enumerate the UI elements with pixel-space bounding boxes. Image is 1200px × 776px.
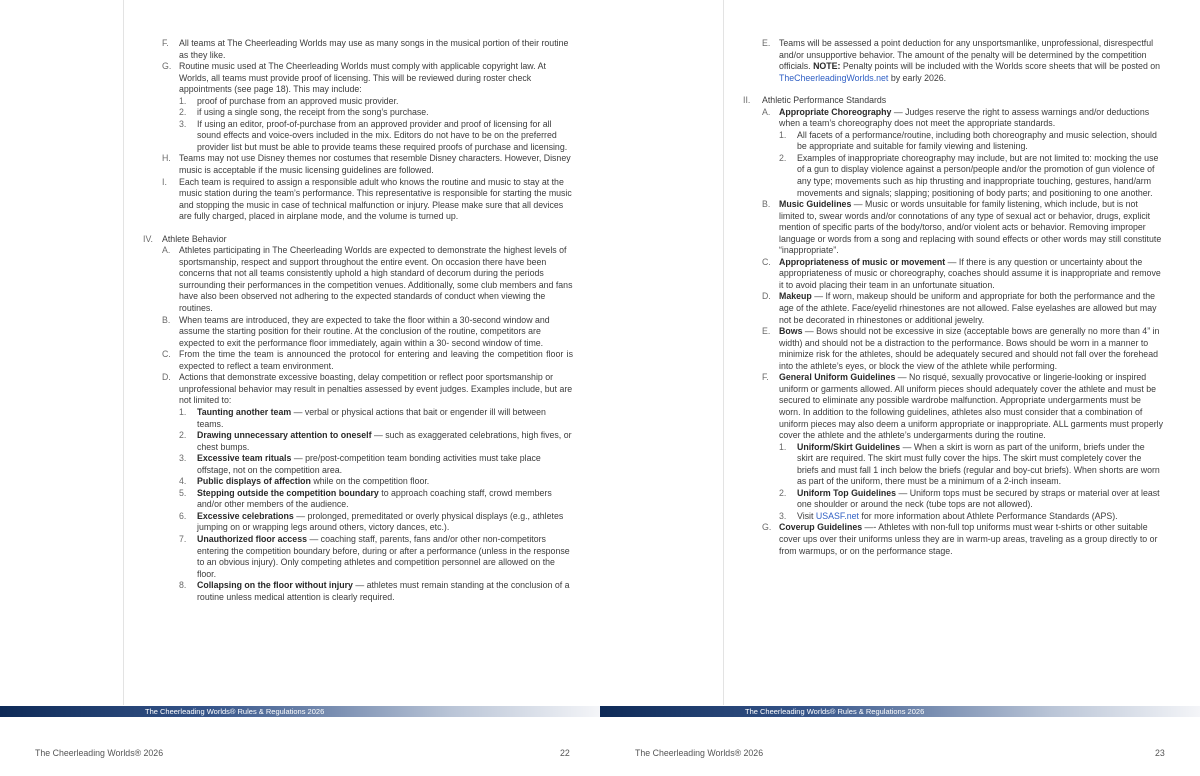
list-item: 6. Excessive celebrations — prolonged, premeditated or overly physical displays (e.g., athletes jumping on or wrapping legs around others, victory dances, etc.). xyxy=(179,510,564,533)
list-item: 2. Uniform Top Guidelines — Uniform tops must be secured by straps or material over at least one shoulder or around the neck (tube tops are not allowed). xyxy=(779,487,1160,510)
page-23-content xyxy=(743,38,1163,557)
worlds-website-link[interactable]: TheCheerleadingWorlds.net xyxy=(779,72,889,83)
list-item: 2. Drawing unnecessary attention to oneself — such as exaggerated celebrations, high fives, or chest bumps. xyxy=(179,430,572,452)
list-item: H. Teams may not use Disney themes nor costumes that resemble Disney characters. However, Disney music is acceptable if the music licensing guidelines are followed. xyxy=(162,153,571,176)
list-item: 4. Public displays of affection while on the competition floor. xyxy=(179,476,430,487)
list-item: D. Actions that demonstrate excessive boasting, delay competition or reflect poor sportsmanship or unprofessional behavior may result in penalties assessed by event judges. Examples include, but are not limited to: xyxy=(162,372,573,406)
list-item: 1. proof of purchase from an approved music provider. xyxy=(179,95,399,106)
page-23 xyxy=(600,0,1200,776)
page-divider-line xyxy=(723,0,724,705)
list-item: A. Appropriate Choreography — Judges reserve the right to assess warnings and/or deductions when a team’s choreography does not meet the appropriate standards. xyxy=(762,106,1150,129)
page-divider-line xyxy=(123,0,124,705)
list-item: 3. Visit USASF.net for more information about Athlete Performance Standards (APS). xyxy=(779,510,1118,521)
list-item: I. Each team is required to assign a responsible adult who knows the routine and music to stay at the music station during the team’s performance. This representative is responsible for starting the music and stopping the music in case of technical malfunction or injury. Please make sure that all devices are fully charged, placed in airplane mode, and the volume is turned up. xyxy=(162,176,572,222)
page-22-content xyxy=(143,38,573,603)
list-item: B. Music Guidelines — Music or words unsuitable for family listening, which include, but is not limited to, swear words and/or connotations of any type of sexual act or behavior, drugs, explicit mention of specific parts of the body/torso, and/or violent acts or behavior. Removing improper language or words from a song and replacing with sound effects or other words may still constitute “inappropriate”. xyxy=(762,199,1162,256)
list-item: 3. If using an editor, proof-of-purchase from an approved provider and proof of licensing for all sound effects and voice-overs included in the mix. Editors do not have to be on the preferred provider list but must be able to provide teams these required proofs of purchase and licensing. xyxy=(179,118,568,152)
running-header-text: The Cheerleading Worlds® Rules & Regulations 2026 xyxy=(145,707,325,716)
list-item: C. Appropriateness of music or movement — If there is any question or uncertainty about the appropriateness of music or choreography, coaches should assume it is inappropriate and remove it to avoid placing their team in an unfortunate situation. xyxy=(762,256,1161,290)
list-item: G. Coverup Guidelines —- Athletes with non-full top uniforms must wear t-shirts or other suitable cover ups over their uniforms unless they are in warm-up areas, traveling as a group directly to or from warmups, or on the performance stage. xyxy=(762,522,1158,556)
list-item: C. From the time the team is announced the protocol for entering and leaving the competition floor is expected to reflect a team environment. xyxy=(162,349,573,371)
list-item: F. General Uniform Guidelines — No risqué, sexually provocative or lingerie-looking or inspired uniform or garments allowed. All uniform pieces should adequately cover the athlete and must be secured to eliminate any possible wardrobe malfunction. Appropriate undergarments must be worn. In addition to the following guidelines, athletes also must consider that a combination of uniform pieces may also deem a uniform appropriate or inappropriate. ALL garments must properly cover the athlete and the athlete’s undergarments during the routine. xyxy=(762,372,1163,441)
list-item: E. Bows — Bows should not be excessive in size (acceptable bows are generally no more than 4” in width) and should not be a distraction to the performance. Bows should be worn in a manner to minimize risk for the athletes, should be adequately secured and should not fall over the forehead into the athlete’s eyes, or block the view of the athlete while performing. xyxy=(762,326,1160,371)
list-item: 1. All facets of a performance/routine, including both choreography and music selection, should be appropriate and suitable for family viewing and listening. xyxy=(779,129,1157,152)
list-item: 1. Uniform/Skirt Guidelines — When a skirt is worn as part of the uniform, briefs under the skirt are required. The skirt must fully cover the hips. The skirt must completely cover the briefs and must fall 1 inch below the briefs (regular and boy-cut briefs). When shorts are worn as part of the uniform, there must be a minimum of a 2-inch inseam. xyxy=(779,441,1160,487)
list-item: 3. Excessive team rituals — pre/post-competition team bonding activities must take place offstage, not on the competition area. xyxy=(179,453,541,475)
section-heading: II. Athletic Performance Standards xyxy=(743,95,887,106)
footer-title: The Cheerleading Worlds® 2026 xyxy=(635,748,764,758)
list-item: 7. Unauthorized floor access — coaching staff, parents, fans and/or other non-competitors entering the competition boundary before, during or after a performance (unless in the response to an obvious injury). Only competing athletes and competition personnel are allowed on the floor. xyxy=(179,533,570,579)
list-item: 5. Stepping outside the competition boundary to approach coaching staff, crowd members and/or other members of the audience. xyxy=(179,487,552,510)
list-item: 8. Collapsing on the floor without injury — athletes must remain standing at the conclusion of a routine unless medical attention is clearly required. xyxy=(179,580,570,602)
running-header-band xyxy=(600,706,1200,717)
list-item: F. All teams at The Cheerleading Worlds may use as many songs in the musical portion of their routine as they like. xyxy=(162,38,569,60)
list-item: 2. Examples of inappropriate choreography may include, but are not limited to: mocking the use of a gun to display violence against a person/people and/or the promotion of gun violence of any type; movements such as hip thrusting and inappropriate touching, gestures, hand/arm movements and signals; slapping; positioning of body parts; and positioning to one another. xyxy=(779,152,1159,198)
page-number: 23 xyxy=(1155,748,1165,758)
usasf-link[interactable]: USASF.net xyxy=(815,510,859,521)
running-header-band xyxy=(0,706,600,717)
list-item: G. Routine music used at The Cheerleading Worlds must comply with applicable copyright law. At Worlds, all teams must provide proof of licensing. This will be reviewed during roster check appointments (see page 18). This may include: xyxy=(162,61,546,95)
list-item: A. Athletes participating in The Cheerleading Worlds are expected to demonstrate the highest levels of sportsmanship, respect and support throughout the entire event. On occasion there have been concerns that not all teams consistently uphold a high standard of decorum during the periods surrounding their performances in the competition venues. Additionally, some club members and fans have also been observed not adhering to the expected standards of conduct when viewing the routines. xyxy=(162,245,573,314)
footer-title: The Cheerleading Worlds® 2026 xyxy=(35,748,164,758)
list-item: D. Makeup — If worn, makeup should be uniform and appropriate for both the performance and the age of the athlete. Face/eyelid rhinestones are not allowed. False eyelashes are allowed but may not be decorated in rhinestones or additional jewelry. xyxy=(762,291,1157,325)
list-item: 1. Taunting another team — verbal or physical actions that bait or engender ill will between teams. xyxy=(179,406,546,429)
list-item: B. When teams are introduced, they are expected to take the floor within a 30-second window and assume the starting position for their routine. At the conclusion of the routine, competitors are expected to exit the performance floor immediately, again within a 30- second window of time. xyxy=(162,314,550,348)
running-header-text: The Cheerleading Worlds® Rules & Regulations 2026 xyxy=(745,707,925,716)
list-item: E. Teams will be assessed a point deduction for any unsportsmanlike, unprofessional, disrespectful and/or unsupportive behavior. The amount of the penalty will be determined by the competition officials. NOTE: Penalty points will be included with the Worlds score sheets that will be posted on TheCheerleadingWorlds.net by early 2026. xyxy=(762,38,1161,83)
page-number: 22 xyxy=(560,748,570,758)
section-heading: IV. Athlete Behavior xyxy=(143,233,227,244)
list-item: 2. if using a single song, the receipt from the song’s purchase. xyxy=(179,107,429,118)
